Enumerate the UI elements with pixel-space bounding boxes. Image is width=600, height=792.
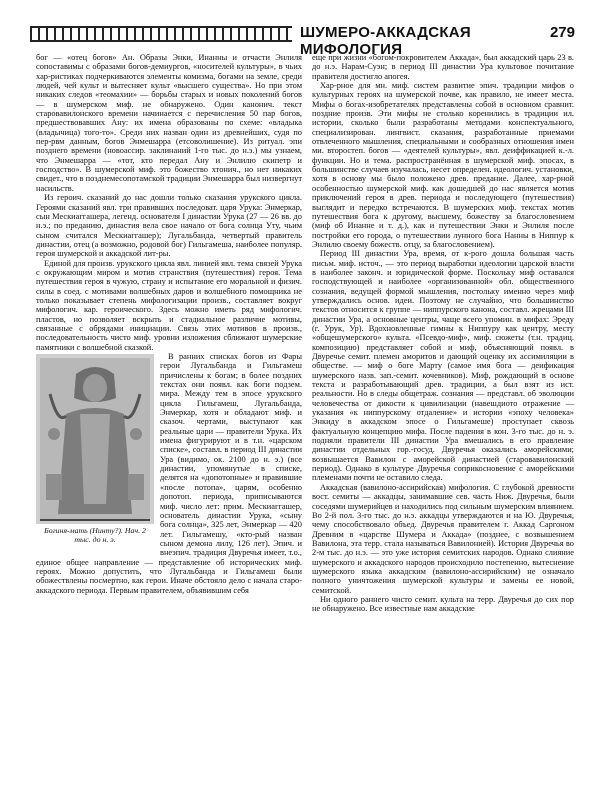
meander-ornament xyxy=(30,26,292,42)
paragraph: Единой для произв. урукского цикла явл. линией явл. тема связей Урука с окружающим миром и мотив странствия (путешествия) героя. Тема путешествия героя в чужую, страну и испытание его моральной и физич. силы в соед. с мотивами волшебных даров и волшебного помощника не только показывает степень мифологизации произв., составляет вокруг мифологич. кар. героического. Здесь можно иметь ряд мифологич. пластов, но позволяет вскрыть и стадиальное различие мотивы, связанные с обрядами инициации. Связь этих мотивов в произв., последовательность чисто миф. уровни изложения сближают шумерские памятники с волшебной сказкой. xyxy=(36,258,302,352)
paragraph: Из героич. сказаний до нас дошли только сказания урукского цикла. Героями сказаний явл. три правивших последоват. царя Урука: Энмеркар, сын Мескиаггашера, легенд. основателя I династии Урука (27 — 26 вв. до н.э.; по преданию, династия вела свое начало от бога солнца Уту, чьим сыном считался Мескиаггашер); Лугальбанда, четвертый правитель династии, отец (а возможно, родовой бог) Гильгамеша, наиболее популяр. героя шумерской и аккадской лит-ры. xyxy=(36,193,302,259)
paragraph: еще при жизни «богом-покровителем Аккада», был аккадский царь 23 в. до н.э. Нарам-Суэн; в период III династии Ура культовое почитание правителя достигло апогея. xyxy=(312,53,574,81)
figure-caption: Богиня-мать (Нинту?). Нач. 2 тыс. до н. э. xyxy=(44,526,146,544)
paragraph: Хар-рное для мн. миф. систем развитие эпич. традиции мифов о культурных героях на шумерской почве, как правило, не имеет места. Мифы о богах-изобретателях представлены собой в основном сравнит. поздние произв. Эти мифы не столько коренились в традиции ил. истории, сколько были разработаны методами конспектуального, специализирован. лингвист. сказания, разработанные приемами отвлеченного мышления, специальными и сообразных отношения имен ми. второстеп. богов — «деятелей культуры», явл. деиффикацией к.-л. функции. Но и тема. распространённая в шумерской миф. эпосах, в большинстве случаев изучалась, несет определен. идеологич. установки, хотя в основу мы было положено древ. предание. Далее, хар-рной особенностью шумерской миф. как дошедшей до нас является мотив приключений героя в древ. периода и последующего (путешествия) выглядит и передко встречаются. В шумерских миф. текстах мотив путешествия бога к другому, высшему, божеству за благословением (миф об Инанне и т. д.), как и путешествии Энки и Энлиля после постройки его города, о путешествии лунного бога Нанны в Ниппур к Энлилю своему божеств. отцу, за благословением). xyxy=(312,81,574,249)
paragraph: В ранних списках богов из Фары герои Лугальбанда и Гильгамеш причислены к богам; в более поздних текстах они появл. как боги подзем. мира. Между тем в эпосе урукского цикла Гильгамеш, Лугальбанда, Энмеркар, хотя и обладают миф. и сказоч. чертами, выступают как реальные цари — правители Урука. Их имена фигурируют и в т.н. «царском списке», составл. в период III династии Ура (видимо, ок. 2100 до н. э.) (все династии, упомянутые в списке, делятся на «допотопные» и правившие «после потопа», царям, особенно допотоп. периода, приписываются миф. число лет: прим. Мескиаггашер, основатель династии Урука, «сыну бога солнца», 325 лет, Энмеркар — 420 лет. Гильгамешу, «кто-рый назван сыном демона лилу, 126 лет). Эпич. и внеэпич. традиция Двуречья имеет, т.о., единое общее направление — представление об исторических миф. героях. Можно допустить, что Лугальбанда и Гильгамеш были обожествлены посмертно, как герои. Иначе обстояло дело с начала старо-аккадского периода. Первым правителем, объявившим себя xyxy=(36,352,302,595)
goddess-relief-image xyxy=(36,354,154,524)
running-title: ШУМЕРО-АККАДСКАЯ МИФОЛОГИЯ xyxy=(300,24,471,58)
paragraph: Аккадская (вавилоно-ассирийская) мифология. С глубокой древности вост. семиты — аккадцы, занимавшие сев. часть Ниж. Двуречья, были соседями шумерийцев и находились под сильным шумерским влиянием. Во 2-й пол. 3-го тыс. до н.э. аккадцы утверждаются и на Ю. Двуречья, чему способствовало объед. Двуречья правителем г. Аккад Саргоном Древним в «царстве Шумера и Аккада» (позднее, с возвышением Вавилона, эта терр. стала называться Вавилонией). История Двуречья во 2-м тыс. до н.э. — это уже история семитских народов. Однако слияние шумерского и аккадского народов происходило постепенно, вытеснение шумерского языка аккадским (вавилоно-ассирийским) не означало полного уничтожения шумерской культуры и замены ее новой, семитской. xyxy=(312,482,574,595)
page-number: 279 xyxy=(549,24,575,41)
paragraph: Период III династии Ура, время, от к-рого дошла большая часть письм. миф. источ., — это период выработки идеологии царской власти в наиболее законч. и юридической форме. Поскольку миф оставался господствующей и наиболее «организованной» обл. общественного сознания, ведущей формой мышления, постольку именно через миф утверждались основ. идеи. Поэтому не случайно, что большинство текстов относится к группе — ниппурского канона, составл. жрецами III династии Ура, а основные центры, чаще всего упомин. в мифах: Эреду (г. Урук, Ур). Вдохновленные гимны к Ниппуру как центру, месту «общешумерского» культа. «Псевдо-миф», миф. сюжеты (т.н. традиц. композицию) представляет собой и миф, объясняющий появл. в Двуречье семит. племен аморитов и дающий оценку их ассимиляции в обществе. — миф о боге Марту (самое имя бога — деификация шумерского назв. зап.-семит. кочевников). Миф, рождающий в основе текста и разработывающий древ. традиции, а был взят из ист. реальности. Но в следы общетраж. сознания — представл. об эволюции человечества от дикости к цивилизации (навешдиото отражение — указания «к ниппурскому отдаление» и истории «эпоху человека» Энкиду в аккадском эпосе о Гильгамеше) проступает сквозь фактуальную концепцию мифа. После падения в кон. 3-го тыс. до н. э. подняли правители III династии Ура вмешались в его правление династии отдельных гор.-госуд. Двуречья оказались аморейскими; возвышается Вавилон с аморейской династией (старовавилонский период). Однако в культуре Двуречья соприкосновение с аморейскими племенами почти не оставило следа. xyxy=(312,249,574,483)
right-column xyxy=(312,53,574,614)
goddess-figure xyxy=(36,354,154,554)
paragraph: бог — «отец богов» Ан. Образы Энки, Инанны и отчасти Энлиля сопоставимы с образами богов-демиургов, «носителей культуры», в чьих хар-ристиках подчеркиваются элементы комизма, богами на земле, среди людей, чей культ и вытесняет культ «высшего существа». Но при этом никаких следов «теомахии» — борьбы старых и новых поколений богов — в шумерском миф. не обнаружено. Один канонич. текст старовавилонского времени начинается с перечисления 50 пар богов, предшествовавших Ану: их имена образованы по схеме: «владыка (владычица) того-то». Среди них назван один из древнейших, судя по пер-рвм данным, богов Энмешарра (етсоволишение). Из ритуал. эпи позднего времени (новоассир. заклинаний 1-го тыс. до н.э.) мы узнаем, что Энмешарра — «тот, кто передал Ану и Энлилю скипетр и господство». В шумерской миф. это божество хтонич., но нет никаких свидет., что в позднемесопотамской традиции Энмешарра был низвергнут насильств. xyxy=(36,53,302,193)
paragraph: Ни одного раннего чисто семит. культа на терр. Двуречья до сих пор не обнаружено. Все известные нам аккадские xyxy=(312,594,574,614)
running-header xyxy=(30,22,575,58)
left-column xyxy=(36,53,302,595)
